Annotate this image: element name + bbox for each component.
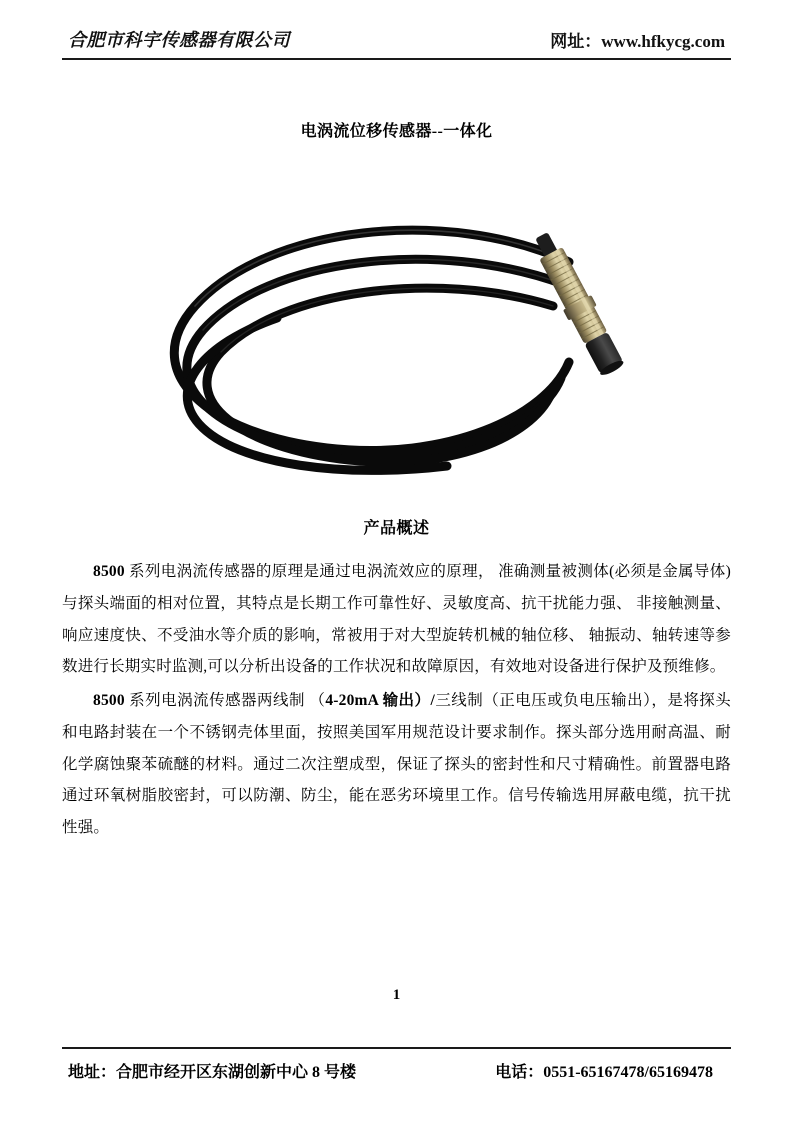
- header-row: [62, 26, 731, 56]
- paragraph-2-text-b: 三线制（正电压或负电压输出），是将探头和电路封装在一个不锈钢壳体里面，按照美国军用规范设计要求制作。探头部分选用耐高温、耐化学腐蚀聚苯硫醚的材料。通过二次注塑成型，保证了探头的密封性和尺寸精确性。前置器电路通过环氧树脂胶密封，可以防潮、防尘，能在恶劣环境里工作。信号传输选用屏蔽电缆，抗干扰性强。: [62, 692, 731, 837]
- page-number: 1: [392, 987, 401, 1003]
- body-content: [62, 556, 731, 844]
- website-block: [550, 27, 725, 52]
- company-name: 合肥市科宇传感器有限公司: [68, 30, 290, 50]
- website-url: www.hfkycg.com: [601, 32, 725, 51]
- paragraph-2-bold: 4-20mA 输出）/: [325, 692, 436, 710]
- paragraph-2-text-a: 系列电涡流传感器两线制 （: [124, 692, 326, 710]
- header-divider: [62, 58, 731, 60]
- footer-address: 地址：合肥市经开区东湖创新中心 8 号楼: [68, 1064, 357, 1081]
- footer-phone: 电话：0551-65167478/65169478: [495, 1064, 713, 1081]
- paragraph-2-lead: 8500: [93, 692, 125, 710]
- page-title: 电涡流位移传感器--一体化: [300, 123, 493, 140]
- footer-row: [62, 1059, 731, 1082]
- product-photo: [62, 161, 731, 491]
- paragraph-2: [62, 685, 731, 844]
- paragraph-1: [62, 556, 731, 683]
- paragraph-1-text: 系列电涡流传感器的原理是通过电涡流效应的原理， 准确测量被测体(必须是金属导体)与探头端面的相对位置，其特点是长期工作可靠性好、灵敏度高、抗干扰能力强、 非接触测量、响应速度快、不受油水等介质的影响，常被用于对大型旋转机械的轴位移、 轴振动、轴转速等参数进行长期实时监测,可以分析出设备的工作状况和故障原因，有效地对设备进行保护及预维修。: [62, 563, 731, 676]
- paragraph-1-lead: 8500: [93, 563, 125, 580]
- website-label: 网址：: [550, 32, 602, 51]
- footer-divider: [62, 1047, 731, 1049]
- section-heading: 产品概述: [363, 520, 430, 537]
- sensor-illustration: [117, 166, 677, 486]
- page-header: [62, 0, 731, 70]
- page-footer: [62, 1047, 731, 1082]
